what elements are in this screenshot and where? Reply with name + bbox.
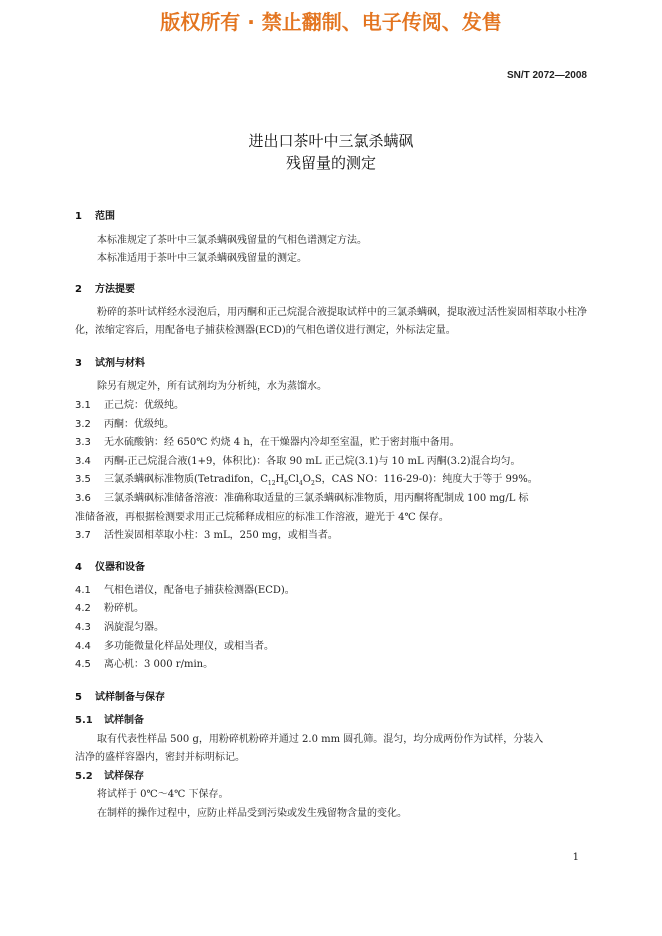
list-item: 3.1 正己烷：优级纯。	[75, 400, 184, 411]
section-1-heading	[75, 207, 115, 222]
document-title-line1: 进出口茶叶中三氯杀螨砜	[248, 132, 414, 150]
list-item: 4.2 粉碎机。	[75, 603, 144, 614]
section-title: 仪器和设备	[95, 562, 145, 573]
document-title-line2: 残留量的测定	[285, 154, 376, 172]
subsection-5-1-heading: 5.1 试样制备	[75, 715, 144, 726]
watermark-banner: 版权所有 · 禁止翻制、电子传阅、发售	[160, 10, 502, 34]
section-number: 2	[75, 284, 82, 295]
page-number: 1	[572, 852, 579, 863]
paragraph: 本标准适用于茶叶中三氯杀螨砜残留量的测定。	[97, 253, 307, 264]
paragraph-continuation: 洁净的盛样容器内，密封并标明标记。	[75, 752, 245, 763]
list-item-continuation: 准储备液，再根据检测要求用正己烷稀释成相应的标准工作溶液，避光于 4℃ 保存。	[75, 512, 449, 523]
paragraph: 粉碎的茶叶试样经水浸泡后，用丙酮和正己烷混合液提取试样中的三氯杀螨砜，提取液过活性炭固相萃取小柱净化，浓缩定容后，用配备电子捕获检测器(ECD)的气相色谱仪进行测定，外标法定量。	[75, 307, 587, 336]
section-number: 3	[75, 358, 82, 369]
list-item: 3.3 无水硫酸钠：经 650℃ 灼烧 4 h，在干燥器内冷却至室温，贮于密封瓶中备用。	[75, 437, 460, 448]
section-title: 试剂与材料	[95, 358, 145, 369]
document-number: SN/T 2072—2008	[506, 70, 587, 81]
paragraph: 在制样的操作过程中，应防止样品受到污染或发生残留物含量的变化。	[97, 808, 407, 819]
list-item: 3.6 三氯杀螨砜标准储备溶液：准确称取适量的三氯杀螨砜标准物质，用丙酮将配制成 100 mg/L 标	[75, 493, 529, 504]
section-title: 方法提要	[95, 284, 135, 295]
section-number: 4	[75, 562, 82, 573]
paragraph: 本标准规定了茶叶中三氯杀螨砜残留量的气相色谱测定方法。	[97, 235, 367, 246]
paragraph: 取有代表性样品 500 g，用粉碎机粉碎并通过 2.0 mm 圆孔筛。混匀，均分成两份作为试样，分装入	[97, 734, 544, 745]
list-item: 3.2 丙酮：优级纯。	[75, 419, 174, 430]
list-item: 4.5 离心机：3 000 r/min。	[75, 659, 214, 670]
paragraph: 除另有规定外，所有试剂均为分析纯，水为蒸馏水。	[97, 381, 327, 392]
subsection-5-2-heading: 5.2 试样保存	[75, 771, 144, 782]
list-item: 3.7 活性炭固相萃取小柱：3 mL，250 mg，或相当者。	[75, 530, 338, 541]
list-item: 4.1 气相色谱仪，配备电子捕获检测器(ECD)。	[75, 585, 295, 596]
list-item: 4.3 涡旋混匀器。	[75, 622, 164, 633]
list-item: 3.4 丙酮-正己烷混合液(1+9，体积比)：各取 90 mL 正己烷(3.1)与 10 mL 丙酮(3.2)混合均匀。	[75, 456, 521, 467]
section-title: 范围	[95, 211, 115, 222]
paragraph: 将试样于 0℃～4℃ 下保存。	[97, 789, 229, 800]
section-number: 5	[75, 692, 82, 703]
section-3-heading	[75, 354, 145, 369]
list-item-formula: 3.5 三氯杀螨砜标准物质(Tetradifon，$C_{12}H_6Cl_4O_2S$，CAS NO：116-29-0)：纯度大于等于 99%。	[75, 474, 538, 487]
list-item: 4.4 多功能微量化样品处理仪，或相当者。	[75, 641, 274, 652]
section-title: 试样制备与保存	[95, 692, 165, 703]
section-number: 1	[75, 211, 82, 222]
section-4-heading	[75, 558, 145, 573]
section-2-heading	[75, 280, 135, 295]
section-5-heading	[75, 688, 165, 703]
